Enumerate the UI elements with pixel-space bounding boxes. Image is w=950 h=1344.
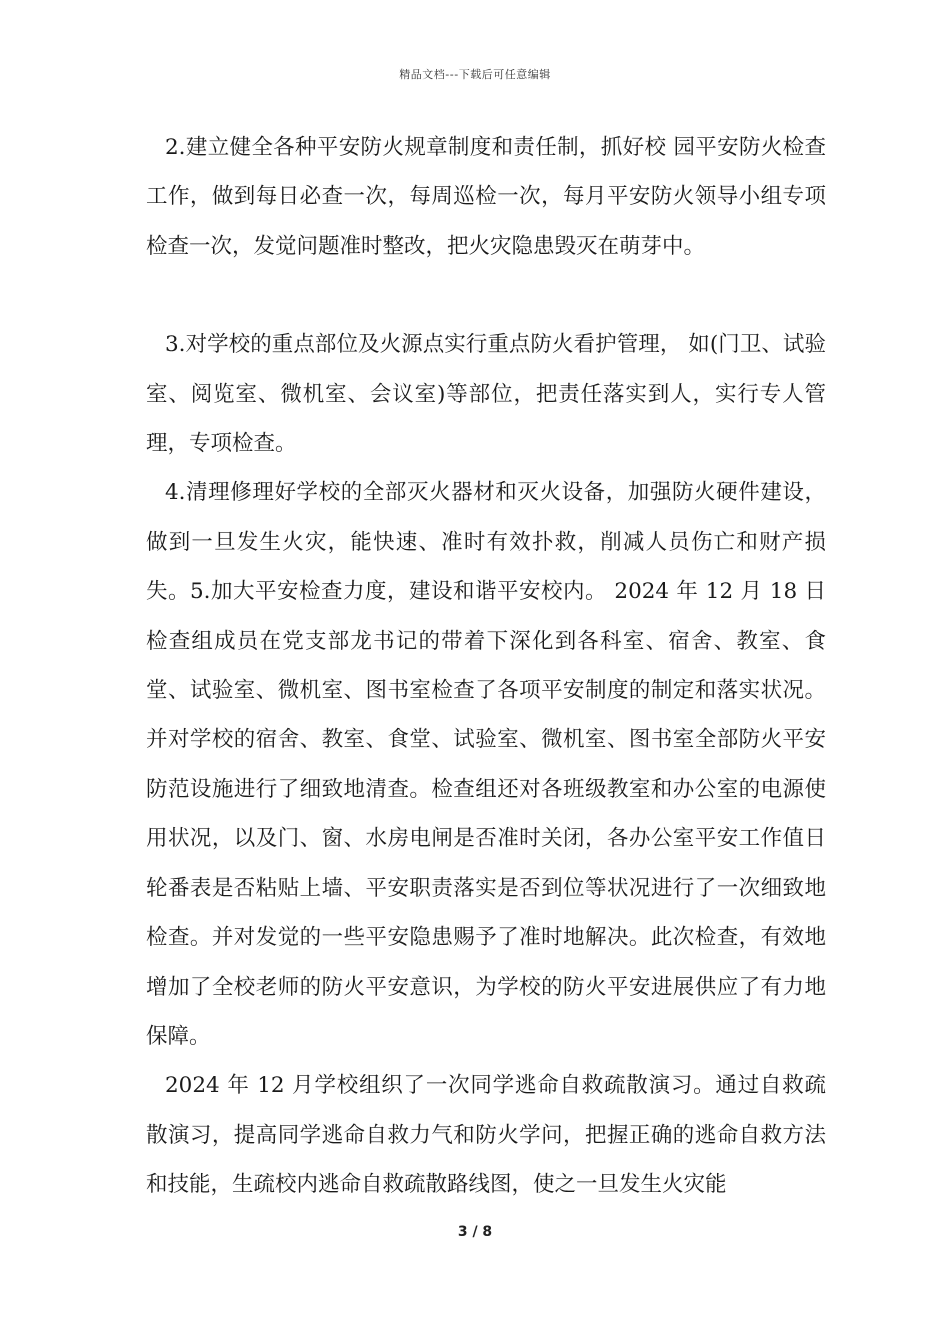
paragraph-fire-safety-rules: 2.建立健全各种平安防火规章制度和责任制，抓好校 园平安防火检查工作，做到每日必查一次，每周巡检一次，每月平安防火领导小组专项检查一次，发觉问题准时整改，把火灾隐患毁灭在萌芽中。 [146,135,826,259]
paragraph-equipment-and-inspection: 4.清理修理好学校的全部灭火器材和灭火设备，加强防火硬件建设，做到一旦发生火灾，能快速、准时有效扑救，削减人员伤亡和财产损失。5.加大平安检查力度，建设和谐平安校内。 2024 年 12 月 18 日检查组成员在党支部龙书记的带着下深化到各科室、宿舍、教室、食堂、试验室、微机室、图书室检查了各项平安制度的制定和落实状况。并对学校的宿舍、教室、食堂、试验室、微机室、图书室全部防火平安防范设施进行了细致地清查。检查组还对各班级教室和办公室的电源使用状况，以及门、窗、水房电闸是否准时关闭，各办公室平安工作值日轮番表是否粘贴上墙、平安职责落实是否到位等状况进行了一次细致地检查。并对发觉的一些平安隐患赐予了准时地解决。此次检查，有效地增加了全校老师的防火平安意识，为学校的防火平安进展供应了有力地保障。 [146,480,826,1049]
paragraph-evacuation-drill: 2024 年 12 月学校组织了一次同学逃命自救疏散演习。通过自救疏散演习，提高同学逃命自救力气和防火学问，把握正确的逃命自救方法和技能，生疏校内逃命自救疏散路线图，使之一旦发生火灾能 [146,1073,826,1198]
page-number: 3 / 8 [457,1224,493,1240]
paragraph-key-areas: 3.对学校的重点部位及火源点实行重点防火看护管理， 如(门卫、试验室、阅览室、微机室、会议室)等部位，把责任落实到人，实行专人管理，专项检查。 [146,332,826,457]
document-body [146,123,826,1210]
page-header: 精品文档---下载后可任意编辑 [399,68,551,81]
